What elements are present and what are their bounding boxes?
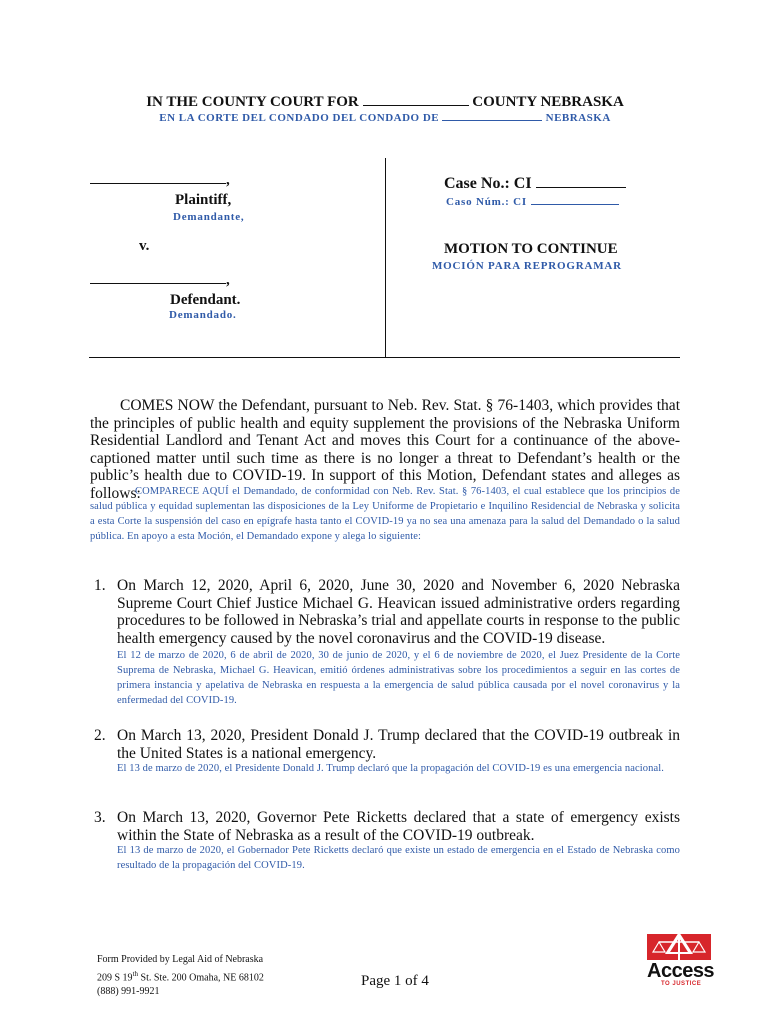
footer-address: 209 S 19th St. Ste. 200 Omaha, NE 68102	[97, 970, 264, 984]
plaintiff-label: Plaintiff,	[175, 192, 232, 208]
defendant-name-line: ,	[90, 272, 230, 289]
item-text-es: El 13 de marzo de 2020, el Gobernador Pete Ricketts declaró que existe un estado de emergencia en el Estado de Nebraska como resultado de la propagación del COVID-19.	[117, 845, 680, 871]
plaintiff-name-line: ,	[90, 172, 230, 189]
item-number: 3.	[94, 809, 106, 826]
caption-divider-horizontal	[89, 357, 680, 358]
plaintiff-label-es: Demandante,	[173, 211, 245, 223]
court-title: IN THE COUNTY COURT FOR COUNTY NEBRASKA	[146, 94, 624, 110]
item-text-es: El 12 de marzo de 2020, 6 de abril de 2020, 30 de junio de 2020, y el 6 de noviembre de 2020, el Juez Presidente de la Corte Suprema de Nebraska, Michael G. Heavican, emitió órdenes administrativas sobre los procedimientos a seguir en las cortes de primera instancia y apelativa de Nebraska en respuesta a la emergencia de salud pública causada por el novel coronavirus y la enfermedad del COVID-19.	[117, 650, 680, 706]
logo-text: Access	[647, 960, 715, 982]
item-number: 1.	[94, 577, 106, 594]
motion-title: MOTION TO CONTINUE	[444, 241, 618, 257]
motion-title-es: MOCIÓN PARA REPROGRAMAR	[432, 260, 622, 272]
item-text: On March 13, 2020, Governor Pete Ricketts declared that a state of emergency exists within the State of Nebraska as a result of the COVID-19 outbreak.	[117, 809, 680, 844]
item-text: On March 13, 2020, President Donald J. Trump declared that the COVID-19 outbreak in the United States is a national emergency.	[117, 727, 680, 762]
county-blank-es	[442, 120, 542, 121]
intro-paragraph: COMES NOW the Defendant, pursuant to Neb. Rev. Stat. § 76-1403, which provides that the principles of public health and equity supplement the provisions of the Nebraska Uniform Residential Landlord and Tenant Act and moves this Court for a continuance of the above-captioned matter until such time as there is no longer a threat to Defendant’s health or the public’s health due to COVID-19. In support of this Motion, Defendant states and alleges as follows:	[90, 397, 680, 502]
item-text: On March 12, 2020, April 6, 2020, June 30, 2020 and November 6, 2020 Nebraska Supreme Court Chief Justice Michael G. Heavican issued administrative orders regarding procedures to be followed in Nebraska’s trial and appellate courts in response to the public health emergency caused by the novel coronavirus and the COVID-19 disease.	[117, 577, 680, 647]
case-number: Case No.: CI	[444, 175, 626, 193]
page-number: Page 1 of 4	[361, 973, 429, 989]
court-title-es: EN LA CORTE DEL CONDADO DEL CONDADO DE NEBRASKA	[159, 112, 611, 124]
versus: v.	[139, 238, 150, 254]
county-blank	[363, 105, 469, 106]
access-to-justice-logo	[643, 930, 715, 988]
defendant-label: Defendant.	[170, 292, 241, 308]
item-text-es: El 13 de marzo de 2020, el Presidente Donald J. Trump declaró que la propagación del COVID-19 es una emergencia nacional.	[117, 763, 664, 774]
intro-paragraph-es: COMPARECE AQUÍ el Demandado, de conformidad con Neb. Rev. Stat. § 76-1403, el cual establece que los principios de salud pública y equidad suplementan las disposiciones de la Ley Uniforme de Propietario e Inquilino Residencial de Nebraska y solicita a esta Corte la suspensión del caso en epígrafe hasta tanto el COVID-19 ya no sea una amenaza para la salud del Demandado o la salud pública. En apoyo a esta Moción, el Demandado expone y alega lo siguiente:	[90, 486, 680, 542]
item-number: 2.	[94, 727, 106, 744]
logo-subtext: TO JUSTICE	[661, 981, 702, 987]
case-number-es: Caso Núm.: CI	[446, 196, 619, 208]
footer-provider: Form Provided by Legal Aid of Nebraska 209 S 19th St. Ste. 200 Omaha, NE 68102 (888) 991-9921	[97, 953, 297, 999]
caption-divider-vertical	[385, 158, 386, 358]
defendant-label-es: Demandado.	[169, 309, 237, 321]
